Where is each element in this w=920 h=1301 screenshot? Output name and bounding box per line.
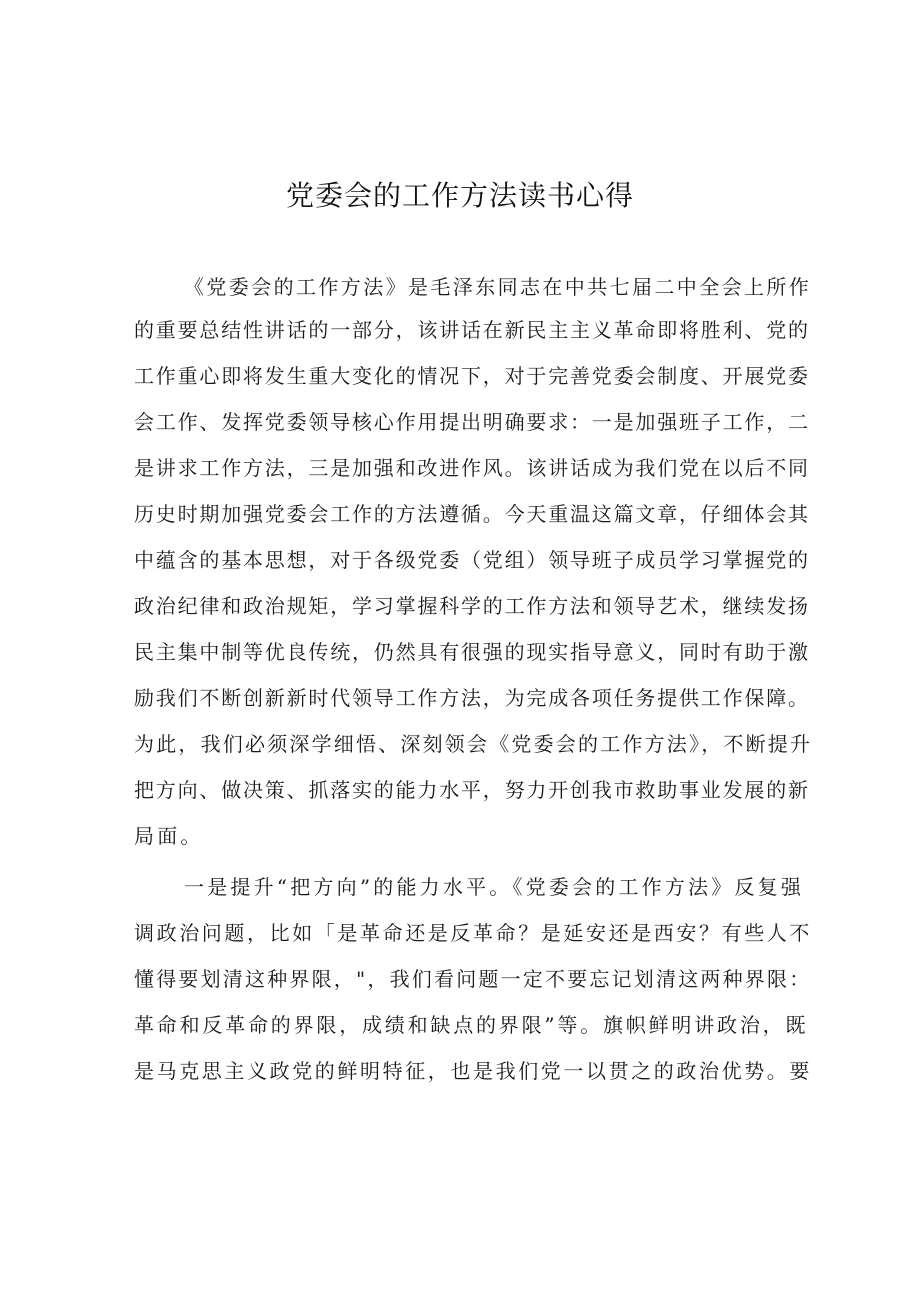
paragraph-line: 民主集中制等优良传统，仍然具有很强的现实指导意义，同时有助于激 [134, 640, 810, 664]
paragraph-line: 励我们不断创新新时代领导工作方法，为完成各项任务提供工作保障。 [134, 686, 810, 710]
paragraph-line: 工作重心即将发生重大变化的情况下，对于完善党委会制度、开展党委 [134, 364, 810, 388]
paragraph-line: 一是提升“把方向”的能力水平。《党委会的工作方法》反复强 [184, 875, 805, 899]
paragraph-line: 政治纪律和政治规矩，学习掌握科学的工作方法和领导艺术，继续发扬 [134, 594, 810, 618]
paragraph-line: 的重要总结性讲话的一部分，该讲话在新民主主义革命即将胜利、党的 [134, 318, 810, 342]
paragraph-line: 中蕴含的基本思想，对于各级党委（党组）领导班子成员学习掌握党的 [134, 548, 810, 572]
paragraph-line: 革命和反革命的界限，成绩和缺点的界限”等。旗帜鲜明讲政治，既 [134, 1013, 809, 1037]
document-title: 党委会的工作方法读书心得 [285, 179, 634, 212]
paragraph-line: 把方向、做决策、抓落实的能力水平，努力开创我市救助事业发展的新 [134, 778, 810, 802]
paragraph-line: 为此，我们必须深学细悟、深刻领会《党委会的工作方法》，不断提升 [134, 732, 813, 756]
paragraph-line: 是讲求工作方法，三是加强和改进作风。该讲话成为我们党在以后不同 [134, 456, 810, 480]
paragraph-line: 是马克思主义政党的鲜明特征，也是我们党一以贯之的政治优势。要 [134, 1059, 812, 1083]
paragraph-line: 《党委会的工作方法》是毛泽东同志在中共七届二中全会上所作 [184, 275, 812, 299]
paragraph-line: 局面。 [134, 824, 204, 848]
paragraph-line: 会工作、发挥党委领导核心作用提出明确要求：一是加强班子工作，二 [134, 410, 810, 434]
paragraph-line: 调政治问题，比如「是革命还是反革命？是延安还是西安？有些人不 [134, 921, 812, 945]
paragraph-line: 懂得要划清这种界限，"，我们看问题一定不要忘记划清这两种界限： [134, 967, 812, 991]
paragraph-line: 历史时期加强党委会工作的方法遵循。今天重温这篇文章，仔细体会其 [134, 502, 810, 526]
